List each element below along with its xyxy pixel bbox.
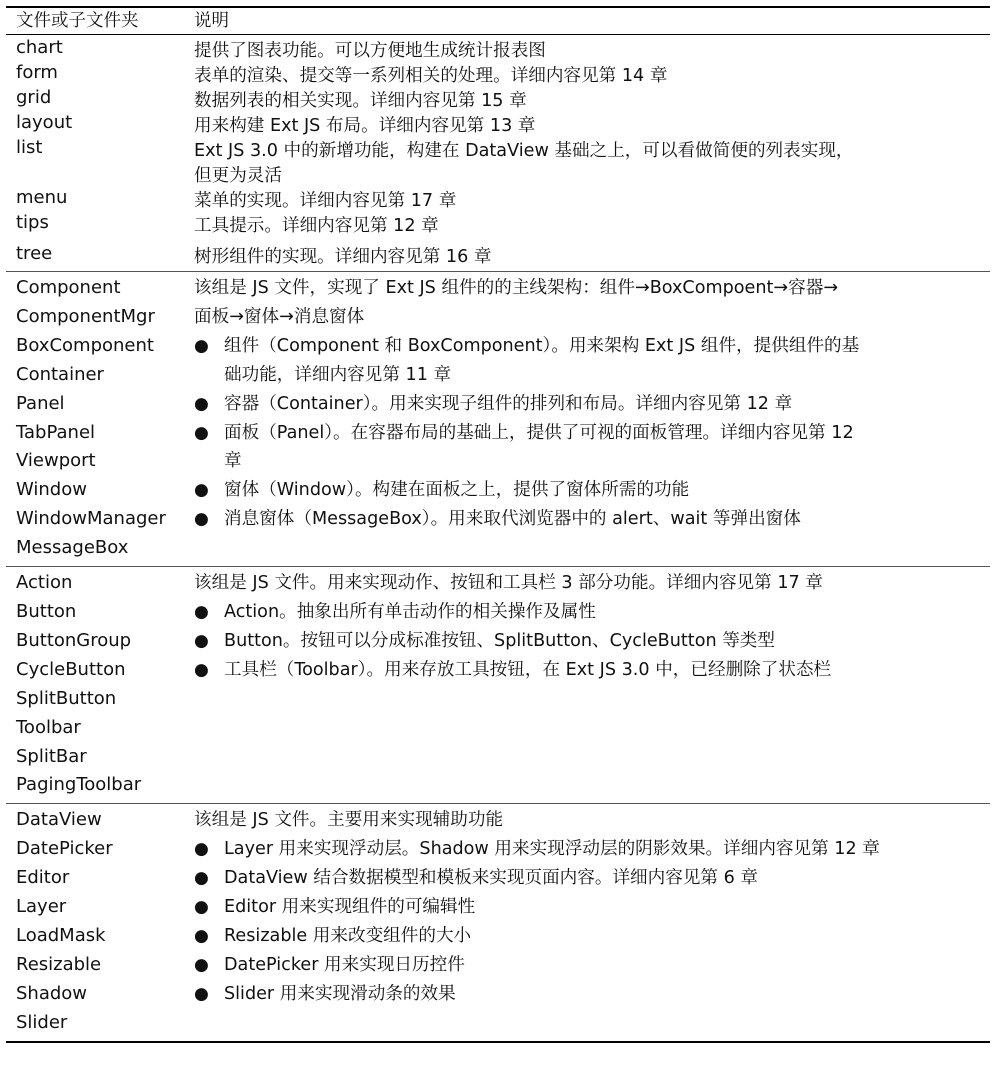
bullet-icon: ● <box>194 509 209 530</box>
table-header <box>6 8 990 35</box>
file-name: DataView <box>16 809 102 831</box>
bullet-line: Slider 用来实现滑动条的效果 <box>224 983 456 1004</box>
bullet-line: DataView 结合数据模型和模板来实现页面内容。详细内容见第 6 章 <box>224 868 758 889</box>
group-description <box>194 272 990 566</box>
bullet-text <box>224 980 986 1009</box>
folder-description <box>194 212 990 237</box>
description-line: 菜单的实现。详细内容见第 17 章 <box>194 191 457 211</box>
bullet-line: Editor 用来实现组件的可编辑性 <box>224 897 476 918</box>
header-col-files: 文件或子文件夹 <box>16 11 139 31</box>
intro-line: 该组是 JS 文件，实现了 Ext JS 组件的的主线架构：组件→BoxCompoent→容器→ <box>194 278 839 298</box>
folder-description <box>194 37 990 62</box>
bullet-item <box>194 951 986 980</box>
bullet-text <box>224 835 986 864</box>
folder-description <box>194 137 990 187</box>
bullet-text <box>224 864 986 893</box>
bullet-text <box>224 505 986 534</box>
file-name: SplitButton <box>16 687 117 709</box>
file-name: Container <box>16 363 104 385</box>
folder-name: layout <box>16 112 73 133</box>
bullet-item <box>194 419 986 477</box>
folder-description <box>194 187 990 212</box>
file-name: Window <box>16 479 87 501</box>
folder-description <box>194 62 990 87</box>
folder-rows <box>6 35 990 271</box>
bullet-line: 组件（Component 和 BoxComponent）。用来架构 Ext JS 组件，提供组件的基 <box>224 335 860 356</box>
bullet-text <box>224 922 986 951</box>
bullet-line: Button。按钮可以分成标准按钮、SplitButton、CycleButton 等类型 <box>224 630 775 651</box>
header-col-desc: 说明 <box>194 11 229 31</box>
folder-name: list <box>16 137 43 158</box>
file-name: TabPanel <box>16 421 96 443</box>
file-name: CycleButton <box>16 658 126 680</box>
bullet-item <box>194 598 986 627</box>
bullet-text <box>224 419 986 477</box>
bullet-icon: ● <box>194 954 209 975</box>
table-row <box>6 87 990 112</box>
bullet-line: 工具栏（Toolbar）。用来存放工具按钮，在 Ext JS 3.0 中，已经删除了状态栏 <box>224 659 832 680</box>
bullet-line: 础功能，详细内容见第 11 章 <box>224 364 452 385</box>
description-line: 用来构建 Ext JS 布局。详细内容见第 13 章 <box>194 116 536 136</box>
folder-name: grid <box>16 87 52 108</box>
bullet-item <box>194 980 986 1009</box>
file-name: PagingToolbar <box>16 774 142 796</box>
file-name: SplitBar <box>16 745 87 767</box>
bullet-item <box>194 505 986 534</box>
folder-description <box>194 112 990 137</box>
section-buttons <box>6 567 990 804</box>
bullet-icon: ● <box>194 839 209 860</box>
folder-name: form <box>16 62 58 83</box>
bullet-item <box>194 922 986 951</box>
folder-description <box>194 243 990 268</box>
bullet-item <box>194 835 986 864</box>
bullet-icon: ● <box>194 659 209 680</box>
bullet-line: Action。抽象出所有单击动作的相关操作及属性 <box>224 601 596 622</box>
section-components <box>6 272 990 567</box>
file-list <box>6 567 194 803</box>
bullet-text <box>224 476 986 505</box>
bullet-item <box>194 656 986 685</box>
file-name: Component <box>16 277 121 298</box>
bullet-icon: ● <box>194 925 209 946</box>
intro-line: 面板→窗体→消息窗体 <box>194 306 365 327</box>
file-name: BoxComponent <box>16 334 154 356</box>
table-row <box>6 243 990 268</box>
folder-name: tips <box>16 212 49 233</box>
file-name: ButtonGroup <box>16 629 132 651</box>
table-row <box>6 112 990 137</box>
section-folders <box>6 35 990 272</box>
bullet-text <box>224 332 986 390</box>
table-row <box>6 62 990 87</box>
bullet-line: 面板（Panel）。在容器布局的基础上，提供了可视的面板管理。详细内容见第 12 <box>224 422 854 443</box>
file-name: Shadow <box>16 982 88 1004</box>
file-name: Slider <box>16 1011 68 1033</box>
bullet-item <box>194 476 986 505</box>
file-name: Resizable <box>16 953 102 975</box>
description-line: 提供了图表功能。可以方便地生成统计报表图 <box>194 41 546 61</box>
intro-line: 该组是 JS 文件。用来实现动作、按钮和工具栏 3 部分功能。详细内容见第 17 章 <box>194 573 823 594</box>
bullet-line: Resizable 用来改变组件的大小 <box>224 925 472 946</box>
bullet-text <box>224 390 986 419</box>
bullet-icon: ● <box>194 601 209 622</box>
bullet-item <box>194 864 986 893</box>
file-name: Toolbar <box>16 716 81 738</box>
table-row <box>6 187 990 212</box>
file-name: LoadMask <box>16 924 106 946</box>
bullet-icon: ● <box>194 983 209 1004</box>
file-name: MessageBox <box>16 537 129 559</box>
description-line: 但更为灵活 <box>194 166 282 186</box>
table-row <box>6 212 990 237</box>
description-line: 树形组件的实现。详细内容见第 16 章 <box>194 247 492 267</box>
bullet-line: DatePicker 用来实现日历控件 <box>224 954 465 975</box>
file-name: Action <box>16 572 73 594</box>
bullet-icon: ● <box>194 630 209 651</box>
bullet-text <box>224 598 986 627</box>
folder-name: tree <box>16 243 53 264</box>
bullet-text <box>224 893 986 922</box>
bullet-icon: ● <box>194 868 209 889</box>
file-name: Editor <box>16 867 70 889</box>
folder-description <box>194 87 990 112</box>
bullet-icon: ● <box>194 393 209 414</box>
bullet-line: 窗体（Window）。构建在面板之上，提供了窗体所需的功能 <box>224 480 690 501</box>
file-name: Viewport <box>16 450 96 472</box>
bullet-text <box>224 656 986 685</box>
bullet-item <box>194 627 986 656</box>
file-name: Layer <box>16 896 67 918</box>
bullet-item <box>194 332 986 390</box>
file-list <box>6 804 194 1040</box>
bullet-icon: ● <box>194 480 209 501</box>
group-description <box>194 567 990 803</box>
bullet-text <box>224 951 986 980</box>
document-table <box>6 6 990 1043</box>
intro-line: 该组是 JS 文件。主要用来实现辅助功能 <box>194 810 504 831</box>
file-name: WindowManager <box>16 508 166 530</box>
file-name: ComponentMgr <box>16 305 155 327</box>
file-name: Panel <box>16 392 65 414</box>
group-description <box>194 804 990 1040</box>
table-row <box>6 137 990 187</box>
bullet-icon: ● <box>194 897 209 918</box>
table-row <box>6 37 990 62</box>
description-line: 表单的渲染、提交等一系列相关的处理。详细内容见第 14 章 <box>194 66 668 86</box>
file-name: Button <box>16 600 77 622</box>
bullet-text <box>224 627 986 656</box>
folder-name: chart <box>16 37 63 58</box>
section-helpers <box>6 804 990 1040</box>
description-line: 数据列表的相关实现。详细内容见第 15 章 <box>194 91 527 111</box>
bullet-line: Layer 用来实现浮动层。Shadow 用来实现浮动层的阴影效果。详细内容见第 12 章 <box>224 839 880 860</box>
folder-name: menu <box>16 187 68 208</box>
bullet-item <box>194 390 986 419</box>
bullet-icon: ● <box>194 335 209 356</box>
file-name: DatePicker <box>16 838 113 860</box>
description-line: Ext JS 3.0 中的新增功能，构建在 DataView 基础之上，可以看做简便的列表实现， <box>194 141 854 161</box>
description-line: 工具提示。详细内容见第 12 章 <box>194 216 439 236</box>
bullet-item <box>194 893 986 922</box>
bullet-line: 消息窗体（MessageBox）。用来取代浏览器中的 alert、wait 等弹出窗体 <box>224 509 801 530</box>
file-list <box>6 272 194 566</box>
bullet-line: 章 <box>224 451 242 472</box>
bullet-line: 容器（Container）。用来实现子组件的排列和布局。详细内容见第 12 章 <box>224 393 793 414</box>
bullet-icon: ● <box>194 422 209 443</box>
